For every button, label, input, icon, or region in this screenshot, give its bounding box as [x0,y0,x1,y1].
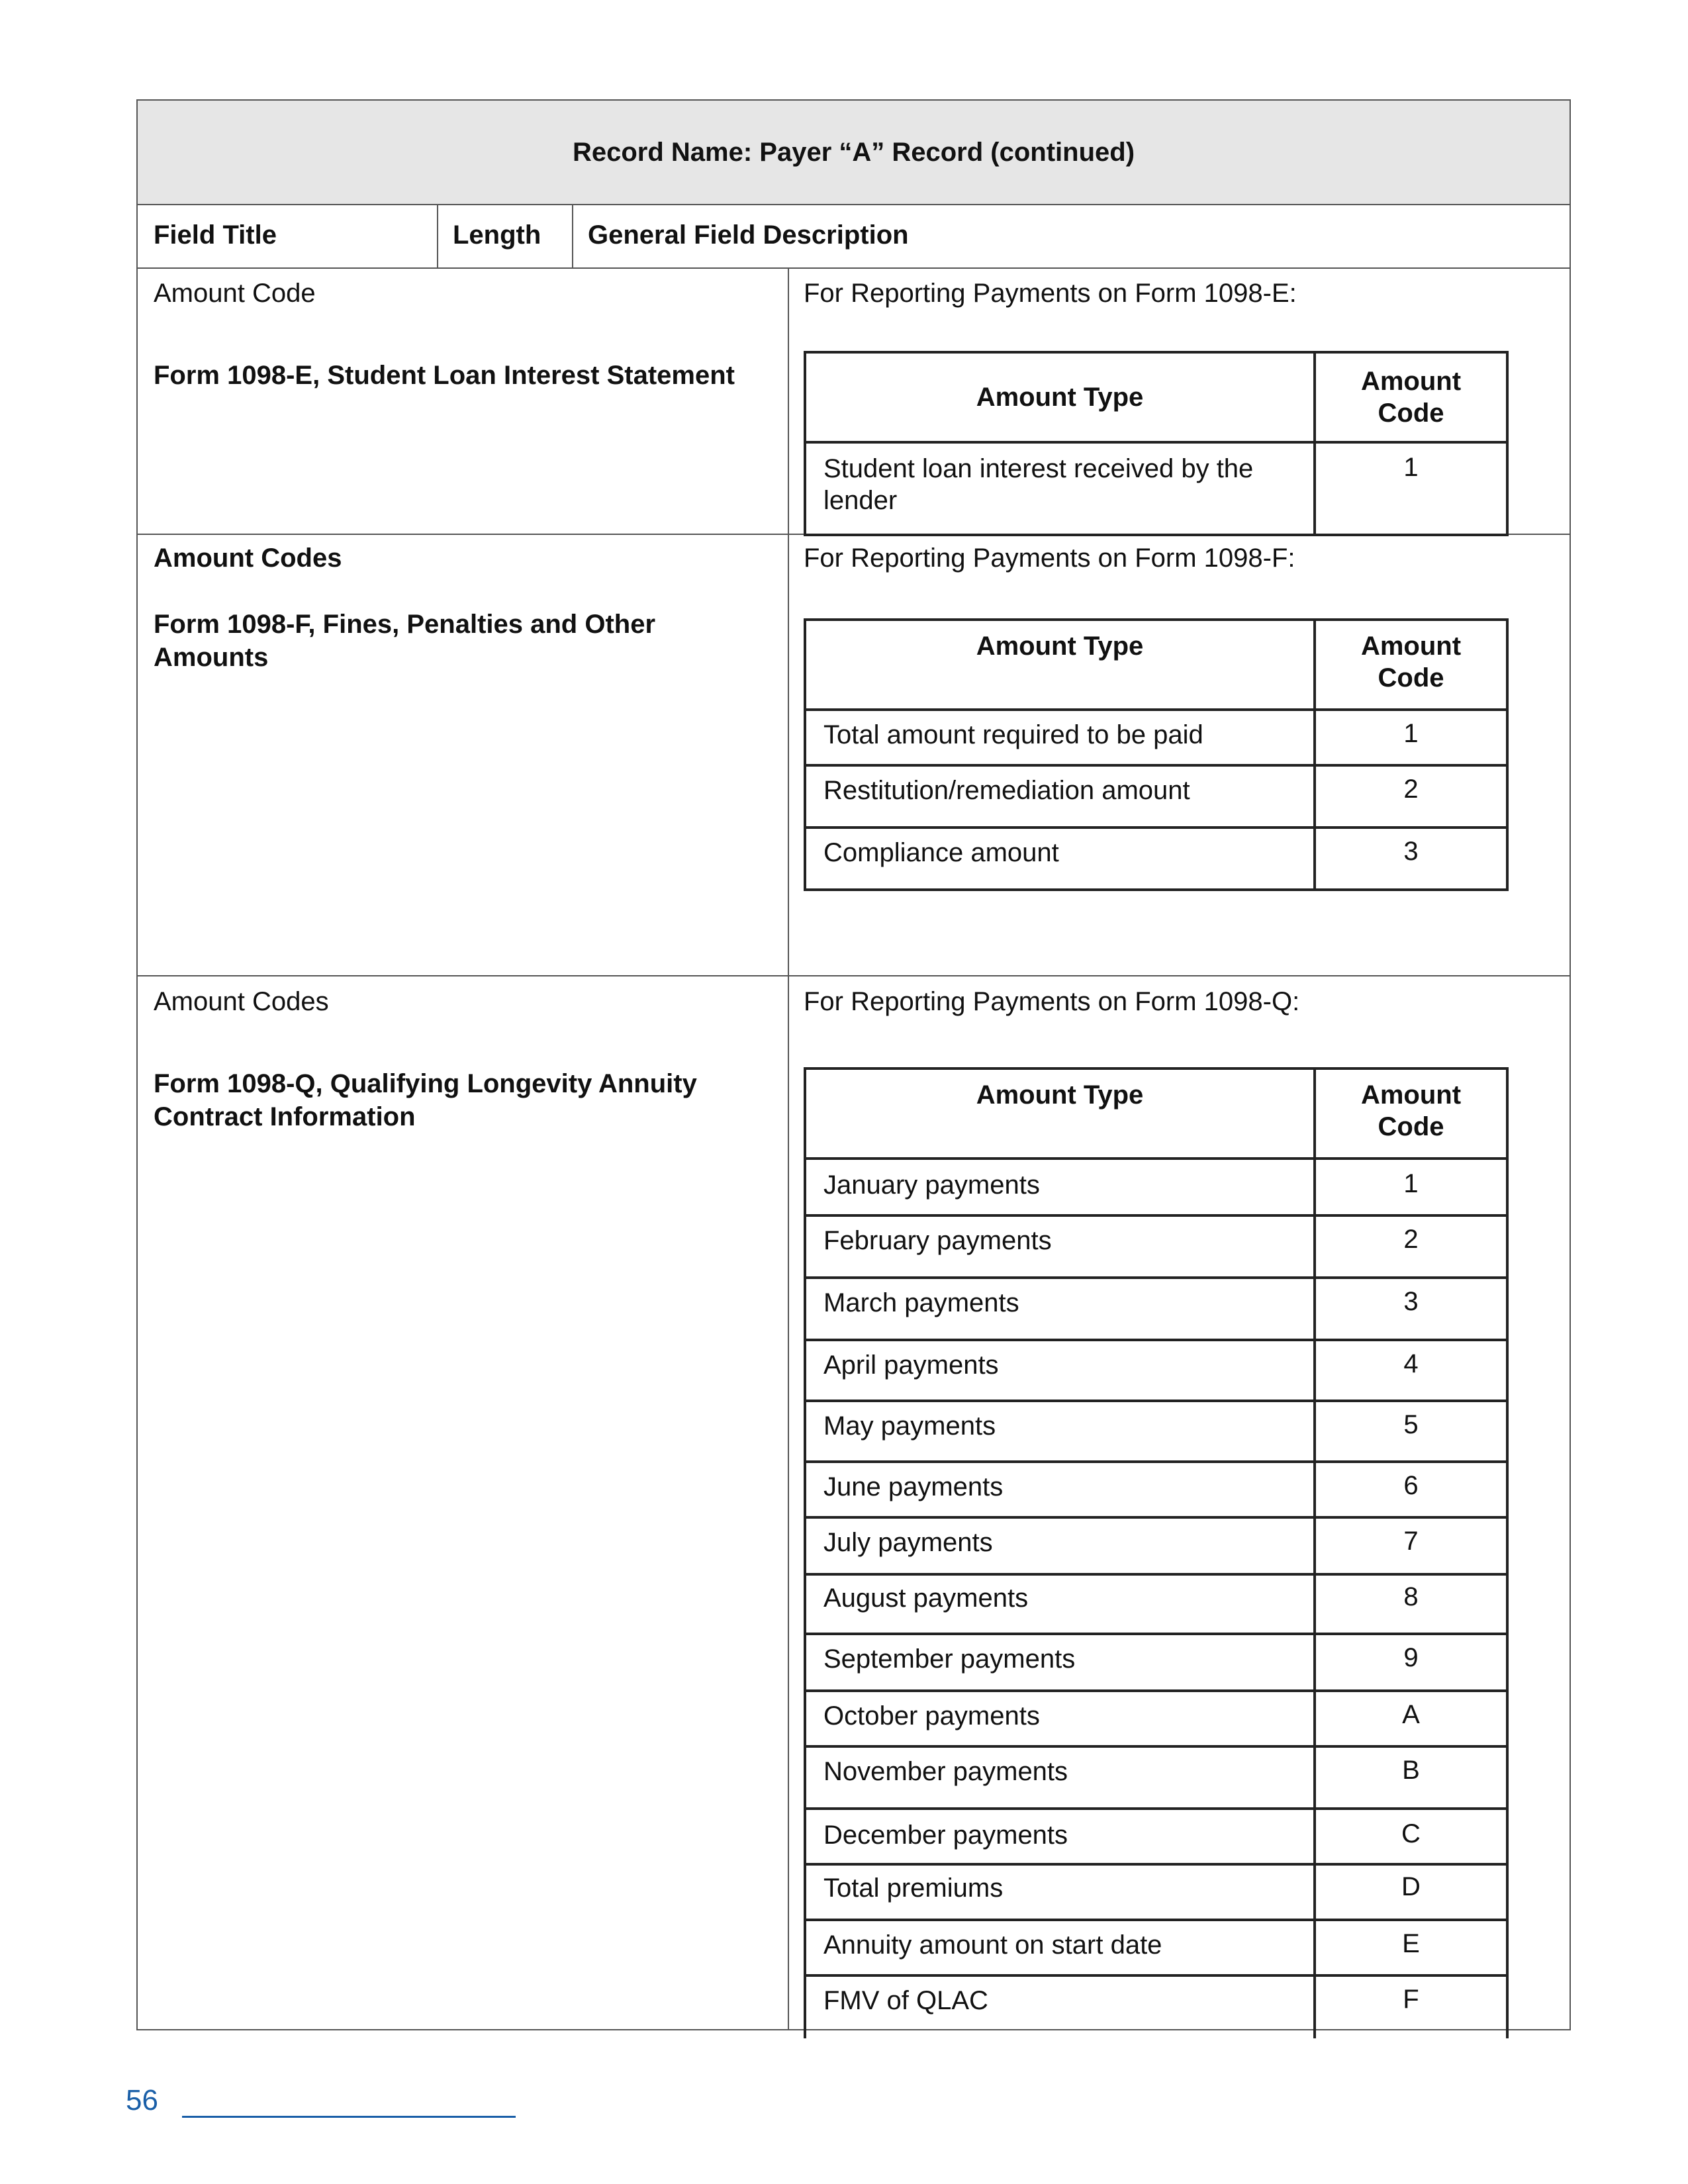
amount-code-cell: 1 [1315,1159,1507,1215]
body-col-divider [788,267,789,2029]
table-row [805,1691,1507,1746]
col-amount-code: Amount Code [1315,1068,1507,1159]
table-row [805,1517,1507,1574]
table-header-row [805,620,1507,710]
amount-code-cell: 5 [1315,1401,1507,1462]
amount-type-cell: October payments [805,1691,1315,1746]
amount-code-cell: 1 [1315,442,1507,535]
amount-type-cell: February payments [805,1215,1315,1278]
table-row [805,1809,1507,1864]
table-row [805,1574,1507,1634]
amount-code-cell: D [1315,1864,1507,1920]
amount-code-cell: A [1315,1691,1507,1746]
form-title-1098e: Form 1098-E, Student Loan Interest Statement [154,361,735,390]
table-header-row [805,352,1507,442]
table-row [805,1401,1507,1462]
table-row [805,1975,1507,2038]
table-row [805,765,1507,828]
intro-1098e: For Reporting Payments on Form 1098-E: [804,279,1297,308]
field-label-1098e: Amount Code [154,279,316,308]
amount-type-cell: September payments [805,1634,1315,1691]
header-field-title: Field Title [154,220,277,250]
amount-code-cell: 2 [1315,765,1507,828]
amount-type-cell: Total premiums [805,1864,1315,1920]
amount-type-cell: January payments [805,1159,1315,1215]
table-row [805,1634,1507,1691]
amount-type-cell: December payments [805,1809,1315,1864]
field-label-1098f: Amount Codes [154,544,342,573]
header-divider [138,267,1570,269]
table-row [805,1462,1507,1517]
section-divider-2 [138,975,1570,976]
col-amount-code: Amount Code [1315,620,1507,710]
field-label-1098q: Amount Codes [154,987,329,1016]
amount-code-cell: 2 [1315,1215,1507,1278]
record-layout-table [136,99,1571,2030]
col-amount-type: Amount Type [805,352,1315,442]
table-row [805,1746,1507,1809]
table-row [805,1215,1507,1278]
table-row [805,1278,1507,1340]
amount-type-cell: FMV of QLAC [805,1975,1315,2038]
amount-code-cell: 3 [1315,1278,1507,1340]
amount-type-cell: Restitution/remediation amount [805,765,1315,828]
amount-type-cell: August payments [805,1574,1315,1634]
amount-type-cell: April payments [805,1340,1315,1401]
amount-type-cell: March payments [805,1278,1315,1340]
amount-type-cell: Annuity amount on start date [805,1920,1315,1975]
amount-code-cell: 1 [1315,710,1507,765]
table-row [805,1340,1507,1401]
header-description: General Field Description [588,220,909,250]
form-title-1098q-line2: Contract Information [154,1102,416,1131]
amount-code-cell: 9 [1315,1634,1507,1691]
table-row [805,1864,1507,1920]
amount-code-cell: 6 [1315,1462,1507,1517]
amount-code-cell: F [1315,1975,1507,2038]
amount-code-cell: B [1315,1746,1507,1809]
header-col-divider-1 [437,204,438,267]
form-title-1098q-line1: Form 1098-Q, Qualifying Longevity Annuity [154,1069,697,1098]
amount-code-cell: 4 [1315,1340,1507,1401]
intro-1098q: For Reporting Payments on Form 1098-Q: [804,987,1300,1016]
form-title-1098f-line2: Amounts [154,643,269,672]
amount-type-cell: November payments [805,1746,1315,1809]
table-row [805,442,1507,535]
amount-type-cell: Total amount required to be paid [805,710,1315,765]
table-row [805,710,1507,765]
amount-type-cell: July payments [805,1517,1315,1574]
amount-type-cell: Compliance amount [805,828,1315,890]
amount-code-cell: 3 [1315,828,1507,890]
amount-type-cell: May payments [805,1401,1315,1462]
amount-table-1098e [804,351,1509,536]
intro-1098f: For Reporting Payments on Form 1098-F: [804,544,1295,573]
table-row [805,1159,1507,1215]
amount-type-cell: June payments [805,1462,1315,1517]
amount-code-cell: 8 [1315,1574,1507,1634]
form-title-1098f-line1: Form 1098-F, Fines, Penalties and Other [154,610,656,639]
table-row [805,1920,1507,1975]
record-title: Record Name: Payer “A” Record (continued) [138,101,1570,204]
header-col-divider-2 [572,204,573,267]
amount-table-1098q [804,1067,1509,2038]
amount-type-cell: Student loan interest received by the lender [805,442,1315,535]
table-header-row [805,1068,1507,1159]
page-number: 56 [126,2084,158,2116]
col-amount-type: Amount Type [805,620,1315,710]
col-amount-code: Amount Code [1315,352,1507,442]
amount-code-cell: E [1315,1920,1507,1975]
header-length: Length [453,220,541,250]
col-amount-type: Amount Type [805,1068,1315,1159]
title-divider [138,204,1570,205]
amount-code-cell: C [1315,1809,1507,1864]
footer-rule [182,2116,516,2118]
amount-code-cell: 7 [1315,1517,1507,1574]
amount-table-1098f [804,618,1509,891]
table-row [805,828,1507,890]
